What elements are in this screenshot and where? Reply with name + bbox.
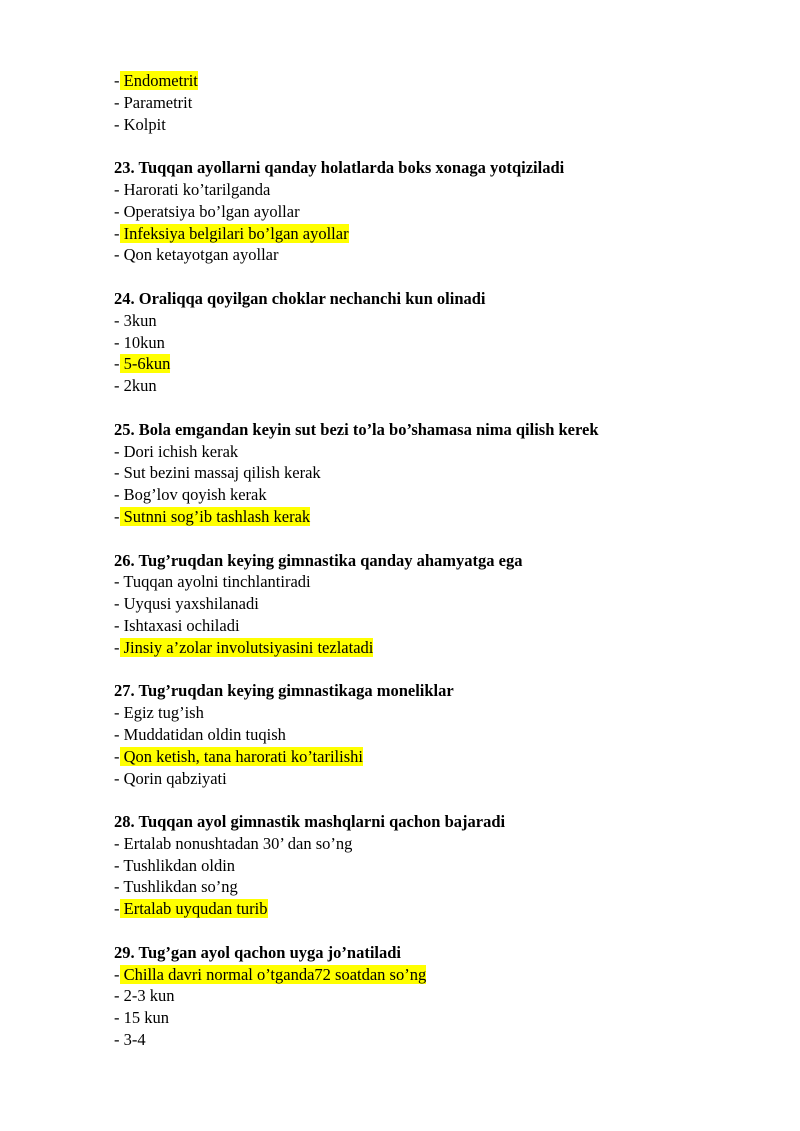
- answer-option: [114, 833, 754, 855]
- answer-option-correct: [114, 746, 754, 768]
- option-text: Ertalab nonushtadan 30’ dan so’ng: [123, 833, 353, 853]
- spacer: [114, 266, 754, 288]
- option-dash: -: [114, 768, 124, 788]
- option-text: 5-6kun: [119, 354, 171, 374]
- option-dash: -: [114, 746, 120, 766]
- option-text: Infeksiya belgilari bo’lgan ayollar: [119, 223, 349, 243]
- question-title: 25. Bola emgandan keyin sut bezi to’la bo’shamasa nima qilish kerek: [114, 419, 599, 439]
- answer-option: [114, 1007, 754, 1029]
- answer-option: [114, 985, 754, 1007]
- option-dash: -: [114, 833, 124, 853]
- option-text: Muddatidan oldin tuqish: [123, 724, 286, 744]
- question-title: 24. Oraliqqa qoyilgan choklar nechanchi kun olinadi: [114, 288, 486, 308]
- answer-option: [114, 615, 754, 637]
- option-dash: -: [114, 877, 124, 897]
- answer-option: [114, 1029, 754, 1051]
- answer-option-correct: [114, 223, 754, 245]
- answer-option: [114, 114, 754, 136]
- option-text: 2-3 kun: [123, 986, 175, 1006]
- option-text: Egiz tug’ish: [123, 703, 204, 723]
- option-text: Qon ketish, tana harorati ko’tarilishi: [119, 746, 363, 766]
- option-dash: -: [114, 1030, 124, 1050]
- document-page: [114, 70, 754, 1051]
- answer-option: [114, 244, 754, 266]
- answer-option: [114, 593, 754, 615]
- option-text: 3-4: [123, 1030, 146, 1050]
- answer-option: [114, 201, 754, 223]
- option-text: Bog’lov qoyish kerak: [123, 485, 267, 505]
- answer-option: [114, 310, 754, 332]
- answer-option-correct: [114, 506, 754, 528]
- option-text: 10kun: [123, 332, 165, 352]
- option-text: Sut bezini massaj qilish kerak: [123, 463, 321, 483]
- answer-option: [114, 375, 754, 397]
- option-text: Kolpit: [123, 114, 166, 134]
- option-dash: -: [114, 485, 124, 505]
- answer-option: [114, 484, 754, 506]
- option-dash: -: [114, 71, 120, 90]
- option-dash: -: [114, 986, 124, 1006]
- option-dash: -: [114, 332, 124, 352]
- option-dash: -: [114, 703, 124, 723]
- option-dash: -: [114, 637, 120, 657]
- question-title: 23. Tuqqan ayollarni qanday holatlarda boks xonaga yotqiziladi: [114, 158, 565, 178]
- option-text: Operatsiya bo’lgan ayollar: [123, 201, 300, 221]
- answer-option: [114, 92, 754, 114]
- option-text: Tushlikdan so’ng: [123, 877, 238, 897]
- question-title: 26. Tug’ruqdan keying gimnastika qanday ahamyatga ega: [114, 550, 523, 570]
- answer-option-correct: [114, 898, 754, 920]
- option-text: Ertalab uyqudan turib: [119, 899, 268, 919]
- option-dash: -: [114, 114, 124, 134]
- answer-option: [114, 724, 754, 746]
- option-text: Sutnni sog’ib tashlash kerak: [119, 506, 311, 526]
- option-dash: -: [114, 899, 120, 919]
- answer-option: [114, 876, 754, 898]
- option-text: Tushlikdan oldin: [123, 855, 236, 875]
- spacer: [114, 397, 754, 419]
- option-text: Tuqqan ayolni tinchlantiradi: [123, 572, 311, 592]
- answer-option: [114, 702, 754, 724]
- answer-option-correct: [114, 353, 754, 375]
- option-dash: -: [114, 245, 124, 265]
- option-text: Chilla davri normal o’tganda72 soatdan so’ng: [119, 964, 427, 984]
- answer-option: [114, 441, 754, 463]
- option-dash: -: [114, 223, 120, 243]
- option-text: Uyqusi yaxshilanadi: [123, 594, 259, 614]
- answer-option: [114, 855, 754, 877]
- option-dash: -: [114, 310, 124, 330]
- answer-option: [114, 332, 754, 354]
- option-text: 15 kun: [123, 1008, 169, 1028]
- answer-option: [114, 571, 754, 593]
- answer-option: [114, 179, 754, 201]
- option-dash: -: [114, 724, 124, 744]
- option-text: Endometrit: [119, 71, 198, 90]
- option-dash: -: [114, 506, 120, 526]
- option-dash: -: [114, 1008, 124, 1028]
- answer-option: [114, 768, 754, 790]
- option-dash: -: [114, 92, 124, 112]
- option-text: Dori ichish kerak: [123, 441, 239, 461]
- option-dash: -: [114, 594, 124, 614]
- option-dash: -: [114, 463, 124, 483]
- option-text: Qon ketayotgan ayollar: [123, 245, 279, 265]
- option-text: Parametrit: [123, 92, 193, 112]
- spacer: [114, 135, 754, 157]
- spacer: [114, 920, 754, 942]
- option-dash: -: [114, 572, 124, 592]
- option-text: Ishtaxasi ochiladi: [123, 615, 240, 635]
- option-text: Jinsiy a’zolar involutsiyasini tezlatadi: [119, 637, 374, 657]
- option-dash: -: [114, 615, 124, 635]
- spacer: [114, 659, 754, 681]
- question-title: 27. Tug’ruqdan keying gimnastikaga moneliklar: [114, 681, 454, 701]
- option-dash: -: [114, 964, 120, 984]
- spacer: [114, 528, 754, 550]
- answer-option: [114, 462, 754, 484]
- option-text: Qorin qabziyati: [123, 768, 227, 788]
- question-title: 29. Tug’gan ayol qachon uyga jo’natiladi: [114, 942, 401, 962]
- option-dash: -: [114, 201, 124, 221]
- answer-option-correct: [114, 964, 754, 986]
- option-text: 3kun: [123, 310, 157, 330]
- question-title: 28. Tuqqan ayol gimnastik mashqlarni qachon bajaradi: [114, 812, 506, 832]
- spacer: [114, 789, 754, 811]
- option-dash: -: [114, 179, 124, 199]
- option-text: 2kun: [123, 376, 157, 396]
- option-text: Harorati ko’tarilganda: [123, 179, 271, 199]
- answer-option-correct: [114, 637, 754, 659]
- option-dash: -: [114, 354, 120, 374]
- option-dash: -: [114, 855, 124, 875]
- option-dash: -: [114, 376, 124, 396]
- option-dash: -: [114, 441, 124, 461]
- answer-option-correct: [114, 70, 754, 92]
